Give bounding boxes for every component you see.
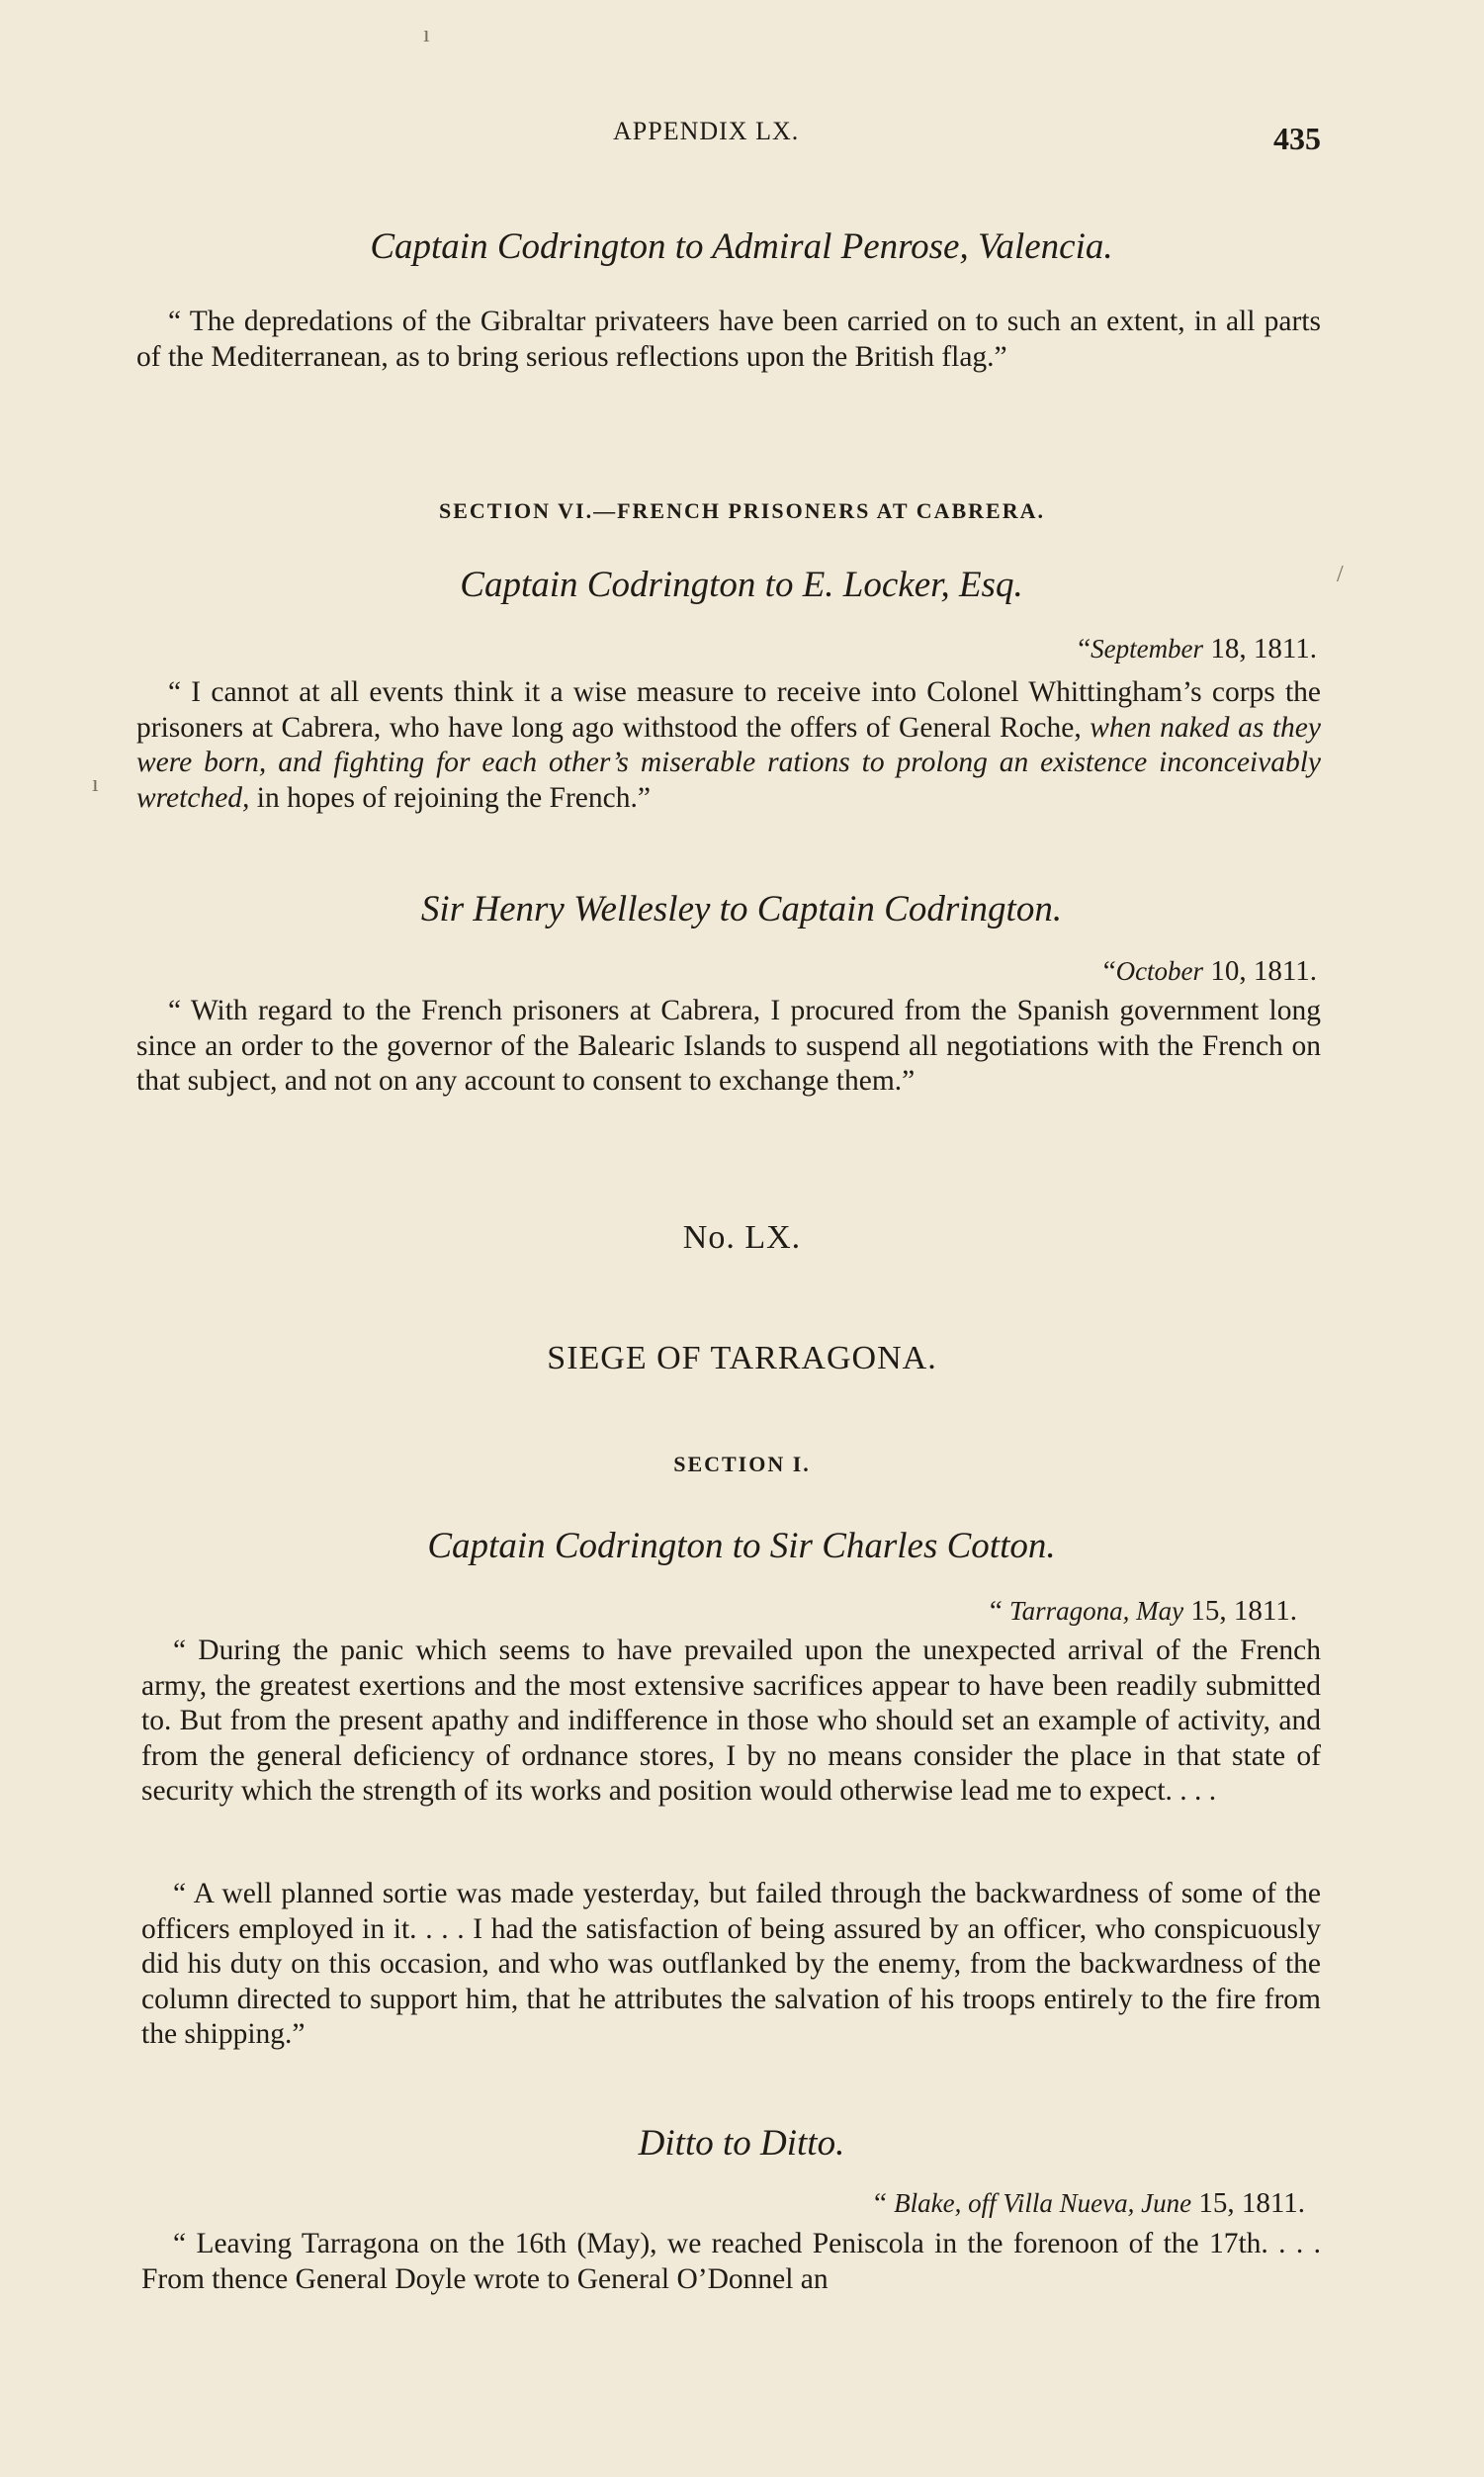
dateline-locker: “September 18, 1811. — [1078, 633, 1317, 664]
letter-heading-locker: Captain Codrington to E. Locker, Esq. — [460, 565, 1023, 605]
appendix-number: No. LX. — [682, 1219, 802, 1256]
section-heading-vi: SECTION VI.—FRENCH PRISONERS AT CABRERA. — [439, 498, 1045, 523]
letter-body-cotton-p1: “ During the panic which seems to have prevailed upon the unexpected arrival of the French army, the greatest exertions and the most extensive sacrifices appear to have been readily submitted to. But from the present apathy and indifference in those who should set an example of activity, and from the general deficiency of ordnance stores, I by no means consider the place in that state of security which the strength of its works and position would otherwise lead me to expect. . . . — [141, 1635, 1321, 1807]
dateline-wellesley: “October 10, 1811. — [1102, 955, 1317, 987]
section-heading-i: SECTION I. — [673, 1452, 811, 1476]
margin-tick-mark: / — [1337, 562, 1344, 587]
letter-body-cotton-p2: “ A well planned sortie was made yesterday, but failed through the backwardness of some of the officers employed in it. . . . I had the satisfaction of being assured by an officer, who conspicuously did his duty on this occasion, and who was outflanked by the enemy, from the backwardness of the column directed to support him, that he attributes the salvation of his troops entirely to the fire from the shipping.” — [141, 1878, 1321, 2050]
letter-heading-penrose: Captain Codrington to Admiral Penrose, Valencia. — [370, 226, 1113, 267]
letter-body-ditto: “ Leaving Tarragona on the 16th (May), we reached Peniscola in the forenoon of the 17th. . . . From thence General Doyle wrote to General O’Donnel an — [141, 2228, 1321, 2295]
page-header — [138, 111, 1321, 160]
letter-body-locker: “ I cannot at all events think it a wise measure to receive into Colonel Whittingham’s corps the prisoners at Cabrera, who have long ago withstood the offers of General Roche, when naked as they were born, and fighting for each other’s miserable rations to prolong an existence inconceivably wretched, in hopes of rejoining the French.” — [136, 676, 1321, 814]
margin-tick-mark: ı — [92, 771, 99, 797]
dateline-ditto: “ Blake, off Villa Nueva, June 15, 1811. — [874, 2187, 1305, 2219]
letter-body-penrose: “ The depredations of the Gibraltar privateers have been carried on to such an extent, in all parts of the Mediterranean, as to bring serious reflections upon the British flag.” — [136, 306, 1321, 373]
appendix-title: SIEGE OF TARRAGONA. — [547, 1340, 937, 1376]
letter-heading-wellesley: Sir Henry Wellesley to Captain Codrington. — [420, 889, 1063, 929]
dateline-cotton: “ Tarragona, May 15, 1811. — [989, 1595, 1297, 1627]
letter-body-wellesley: “ With regard to the French prisoners at Cabrera, I procured from the Spanish government long since an order to the governor of the Balearic Islands to suspend all negotiations with the French on that subject, and not on any account to consent to exchange them.” — [136, 995, 1321, 1097]
running-head: APPENDIX LX. — [613, 117, 800, 145]
page-number: 435 — [1273, 121, 1321, 156]
letter-heading-cotton: Captain Codrington to Sir Charles Cotton. — [427, 1526, 1056, 1566]
margin-tick-mark: ı — [423, 22, 430, 47]
letter-heading-ditto: Ditto to Ditto. — [638, 2123, 845, 2164]
